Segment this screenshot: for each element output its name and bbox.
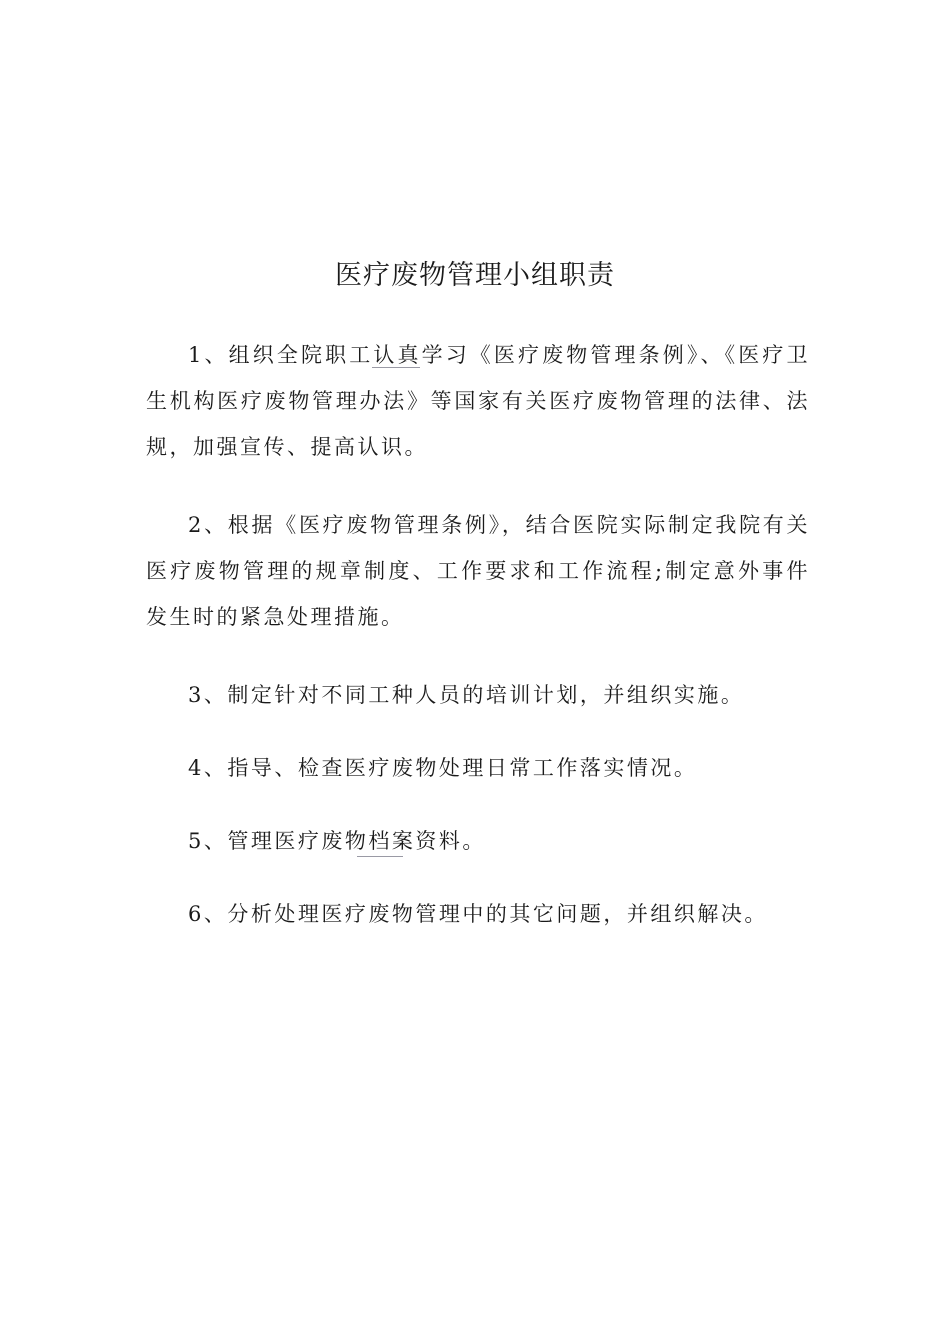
document-title: 医疗废物管理小组职责 (335, 260, 615, 291)
duty-item-2: 2、根据《医疗废物管理条例》，结合医院实际制定我院有关医疗废物管理的规章制度、工作要求和工作流程;制定意外事件发生时的紧急处理措施。 (146, 513, 810, 629)
duty-item-1: 1、组织全院职工认真学习《医疗废物管理条例》、《医疗卫生机构医疗废物管理办法》等国家有关医疗废物管理的法律、法规，加强宣传、提高认识。 (146, 343, 810, 459)
duty-item-4: 4、指导、检查医疗废物处理日常工作落实情况。 (188, 756, 698, 780)
duty-item-3: 3、制定针对不同工种人员的培训计划，并组织实施。 (188, 683, 745, 707)
duty-item-5: 5、管理医疗废物档案资料。 (188, 829, 486, 853)
underline-mark (357, 856, 403, 857)
duty-item-6: 6、分析处理医疗废物管理中的其它问题，并组织解决。 (188, 902, 768, 926)
underline-mark (372, 367, 420, 368)
